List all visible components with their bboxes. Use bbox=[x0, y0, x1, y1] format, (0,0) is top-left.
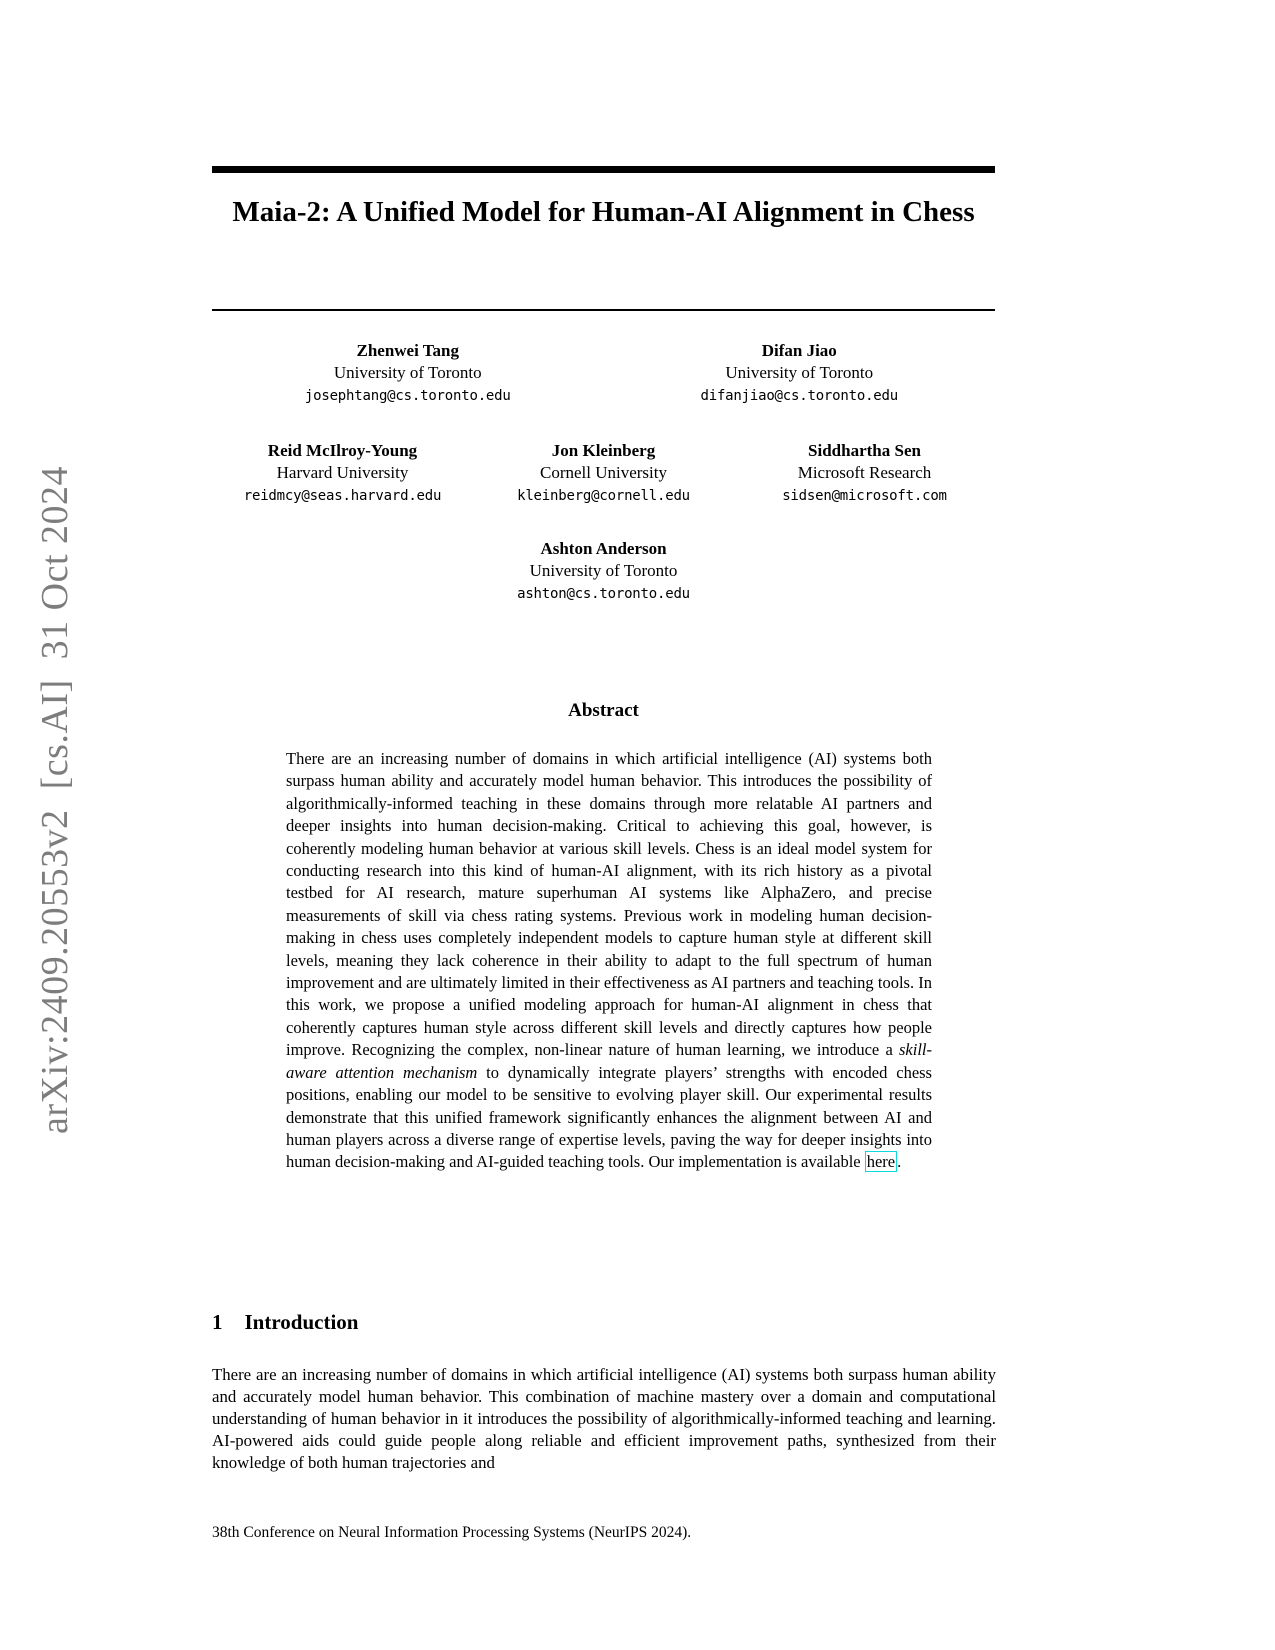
author-email: ashton@cs.toronto.edu bbox=[517, 586, 690, 602]
introduction-paragraph: There are an increasing number of domains in which artificial intelligence (AI) systems both surpass human ability and accurately model human behavior. This combination of machine mastery over a domain and computational understanding of human behavior in it introduces the possibility of algorithmically-informed teaching and learning. AI-powered aids could guide people along reliable and efficient improvement paths, synthesized from their knowledge of both human trajectories and bbox=[212, 1365, 996, 1472]
authors-row-2 bbox=[212, 440, 995, 507]
author-affiliation: Microsoft Research bbox=[797, 463, 932, 482]
author-name: Siddhartha Sen bbox=[808, 441, 921, 460]
authors-row-3 bbox=[212, 538, 995, 605]
abstract-text-part1: There are an increasing number of domains in which artificial intelligence (AI) systems both surpass human ability and accurately model human behavior. This introduces the possibility of algorithmically-informed teaching in these domains through more relatable AI partners and deeper insights into human decision-making. Critical to achieving this goal, however, is coherently modeling human behavior at various skill levels. Chess is an ideal model system for conducting research into this kind of human-AI alignment, with its rich history as a pivotal testbed for AI research, mature superhuman AI systems like AlphaZero, and precise measurements of skill via chess rating systems. Previous work in modeling human decision-making in chess uses completely independent models to capture human style at different skill levels, meaning they lack coherence in their ability to adapt to the full spectrum of human improvement and are ultimately limited in their effectiveness as AI partners and teaching tools. In this work, we propose a unified modeling approach for human-AI alignment in chess that coherently captures human style across different skill levels and directly captures how people improve. Recognizing the complex, non-linear nature of human learning, we introduce a bbox=[286, 749, 932, 1060]
author-name: Jon Kleinberg bbox=[551, 441, 656, 460]
section-title: Introduction bbox=[244, 1310, 359, 1334]
author-affiliation: Harvard University bbox=[276, 463, 409, 482]
author-email: reidmcy@seas.harvard.edu bbox=[243, 488, 442, 504]
abstract-text-part2: to dynamically integrate players’ strengths with encoded chess positions, enabling our model to be sensitive to evolving player skill. Our experimental results demonstrate that this unified framework significantly enhances the alignment between AI and human players across a diverse range of expertise levels, paving the way for deeper insights into human decision-making and AI-guided teaching tools. Our implementation is available bbox=[286, 1062, 932, 1172]
author-affiliation: University of Toronto bbox=[725, 363, 874, 382]
author-name: Zhenwei Tang bbox=[356, 341, 459, 360]
abstract-text-end: . bbox=[897, 1152, 902, 1172]
section-number: 1 bbox=[212, 1310, 223, 1334]
author-email: josephtang@cs.toronto.edu bbox=[304, 388, 511, 404]
author-name: Difan Jiao bbox=[761, 341, 837, 360]
abstract-heading: Abstract bbox=[568, 700, 639, 721]
author-block bbox=[604, 340, 996, 407]
title-rule-bottom bbox=[212, 309, 995, 311]
arxiv-watermark: arXiv:2409.20553v2 [cs.AI] 31 Oct 2024 bbox=[34, 465, 76, 1135]
authors-row-1 bbox=[212, 340, 995, 407]
title-rule-top bbox=[212, 166, 995, 173]
author-email: sidsen@microsoft.com bbox=[782, 488, 947, 504]
author-email: kleinberg@cornell.edu bbox=[517, 488, 690, 504]
paper-title: Maia-2: A Unified Model for Human-AI Alignment in Chess bbox=[232, 196, 975, 228]
conference-footer: 38th Conference on Neural Information Processing Systems (NeurIPS 2024). bbox=[212, 1524, 692, 1541]
author-name: Reid McIlroy-Young bbox=[267, 441, 418, 460]
author-email: difanjiao@cs.toronto.edu bbox=[700, 388, 898, 404]
author-affiliation: University of Toronto bbox=[333, 363, 482, 382]
author-block bbox=[734, 440, 995, 507]
author-affiliation: University of Toronto bbox=[529, 561, 678, 580]
author-block bbox=[473, 440, 734, 507]
abstract-text bbox=[286, 748, 932, 1174]
section-heading-introduction bbox=[212, 1310, 358, 1335]
implementation-link[interactable]: here bbox=[866, 1152, 896, 1172]
abstract-italic-phrase: skill-aware attention mechanism bbox=[286, 1040, 932, 1082]
author-block bbox=[394, 538, 814, 605]
author-block bbox=[212, 440, 473, 507]
author-block bbox=[212, 340, 604, 407]
author-affiliation: Cornell University bbox=[539, 463, 667, 482]
author-name: Ashton Anderson bbox=[540, 539, 667, 558]
